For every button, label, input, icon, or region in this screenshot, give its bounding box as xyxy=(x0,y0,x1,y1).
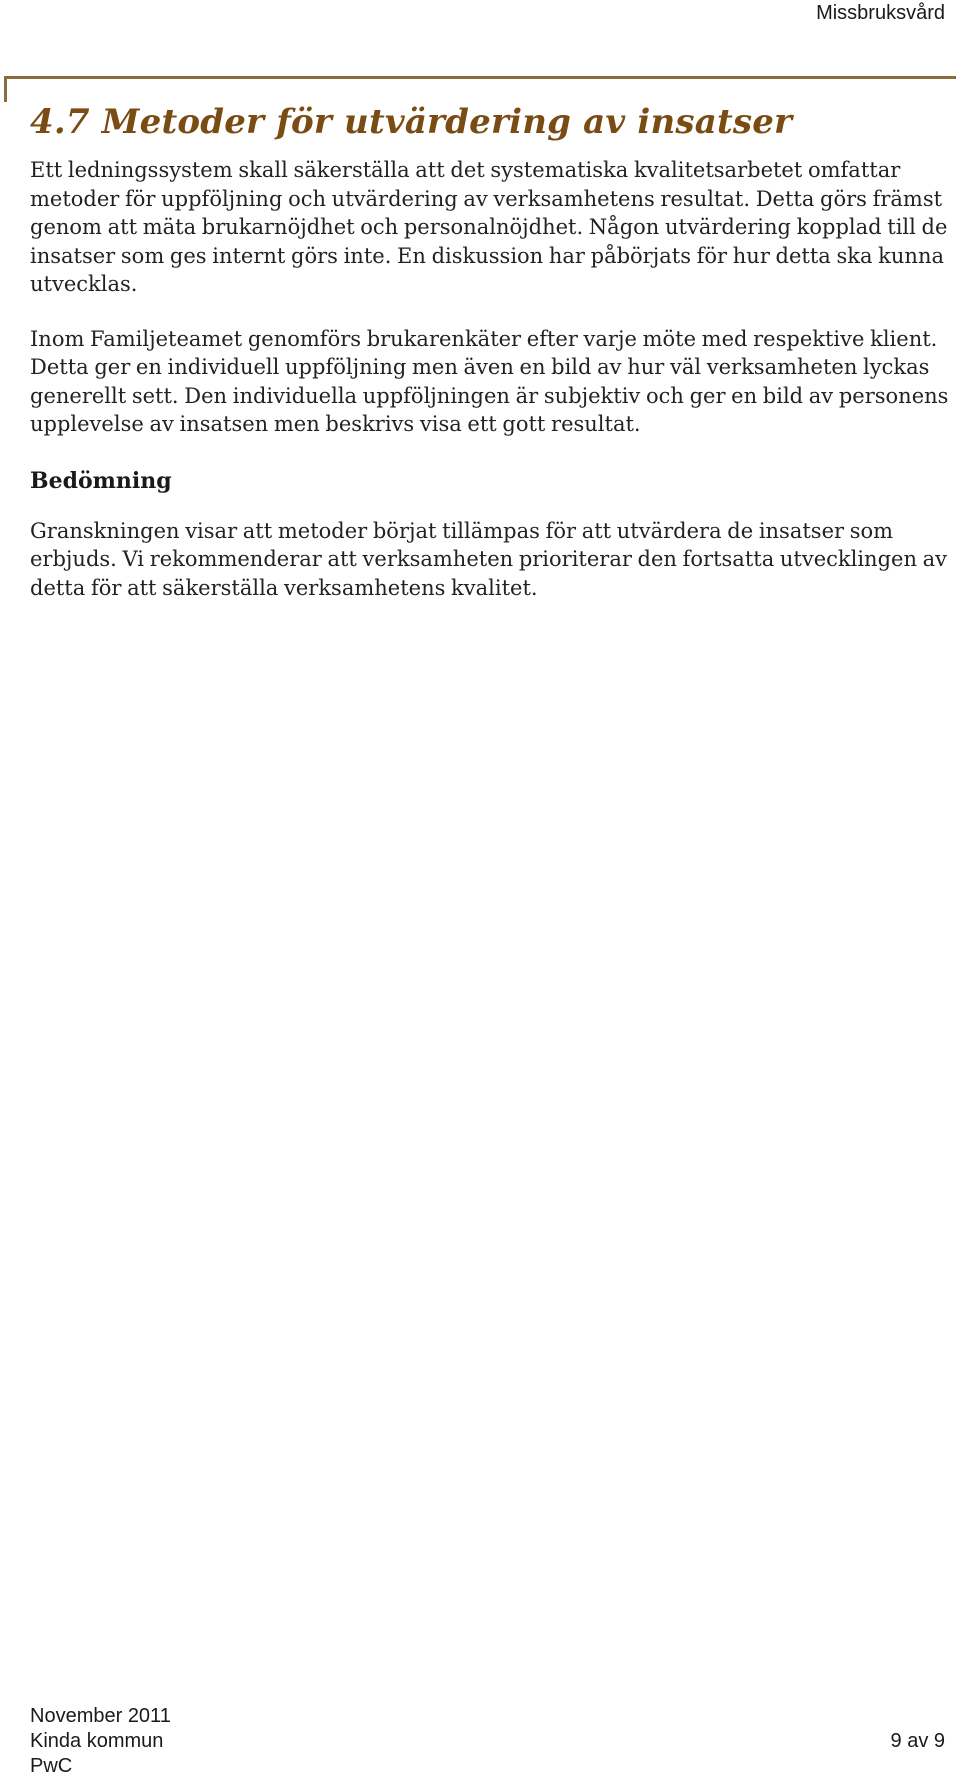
footer-date: November 2011 xyxy=(30,1705,171,1727)
header-divider-tick xyxy=(4,76,7,102)
running-header-title: Missbruksvård xyxy=(816,2,945,24)
page-body xyxy=(30,96,950,628)
footer-author: PwC xyxy=(30,1755,73,1777)
header-divider xyxy=(4,76,956,79)
page-number: 9 av 9 xyxy=(890,1730,945,1752)
footer-organization: Kinda kommun xyxy=(30,1730,164,1752)
paragraph-quality-system: Ett ledningssystem skall säkerställa att det systematiska kvalitetsarbetet omfattar metoder för uppföljning och utvärdering av verksamhetens resultat. Detta görs främst genom att mäta brukarnöjdhet och personalnöjdhet. Någon utvärdering kopplad till de insatser som ges internt görs inte. En diskussion har påbörjats för hur detta ska kunna utvecklas. xyxy=(30,158,948,296)
assessment-heading: Bedömning xyxy=(30,467,172,494)
assessment-paragraph: Granskningen visar att metoder börjat tillämpas för att utvärdera de insatser som erbjuds. Vi rekommenderar att verksamheten prioriterar den fortsatta utvecklingen av detta för att säkerställa verksamhetens kvalitet. xyxy=(30,518,948,600)
section-title: 4.7 Metoder för utvärdering av insatser xyxy=(30,102,793,142)
paragraph-family-team: Inom Familjeteamet genomförs brukarenkäter efter varje möte med respektive klient. Detta ger en individuell uppföljning men även en bild av hur väl verksamheten lyckas generellt sett. Den individuella uppföljningen är subjektiv och ger en bild av personens upplevelse av insatsen men beskrivs visa ett gott resultat. xyxy=(30,326,949,436)
page-footer xyxy=(30,1704,171,1779)
